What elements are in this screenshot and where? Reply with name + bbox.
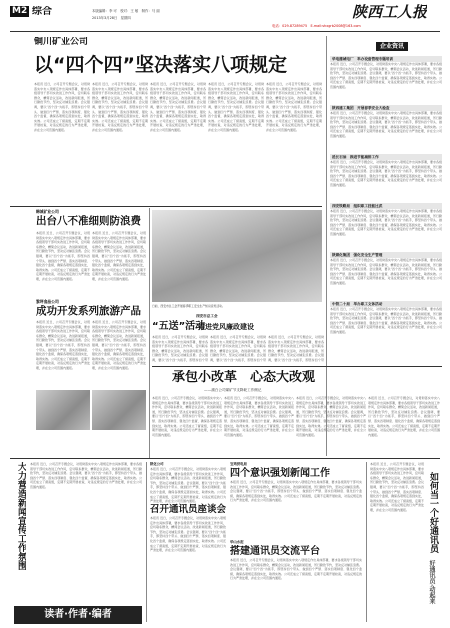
right-item — [330, 301, 442, 350]
right-item-title: 陕西建工集团 开展春季安全大检查 — [330, 105, 442, 111]
bottom-story-headline: 搭建通讯员交流平台 — [230, 546, 320, 557]
center-photo — [152, 210, 322, 302]
right-bottom-headline: 如何当一个好通讯员 — [428, 472, 438, 553]
left-top-body-1: 本报讯 近日，公司召开专题会议，对贯彻落实中央八项规定作出具体部署，要求各级领导干部切实改进工作作风，密切联系群众，精简会议活动，改进新闻报道，厉行勤俭节约，坚决反对铺张浪费。会议强调，要以“四个四”为抓手，即坚持四个带头、做到四个严禁、落实四项制度、强化四个监督，确保各项规定落到实处，取得实效。公司还成立了督查组，定期不定期开展检查，对违反规定的行为严肃处理，并在全公司范围内通报。 — [36, 231, 90, 281]
main-story-body-1: 本报讯 近日，公司召开专题会议，对贯彻落实中央八项规定作出具体部署，要求各级领导干部切实改进工作作风，密切联系群众，精简会议活动，改进新闻报道，厉行勤俭节约，坚决反对铺张浪费。会议强调，要以“四个四”为抓手，即坚持四个带头、做到四个严禁、落实四项制度、强化四个监督，确保各项规定落到实处，取得实效。公司还成立了督查组，定期不定期开展检查，对违反规定的行为严肃处理，并在全公司范围内通报。 — [152, 396, 222, 437]
section-name: 综合 — [32, 6, 52, 17]
center-item-body-1: 本报讯 近日，公司召开专题会议，对贯彻落实中央八项规定作出具体部署，要求各级领导干部切实改进工作作风，密切联系群众，精简会议活动，改进新闻报道，厉行勤俭节约，坚决反对铺张浪费。会议强调，要以“四个四”为抓手，即坚持四个带 — [152, 335, 208, 362]
lead-body-col-4: 本报讯 近日，公司召开专题会议，对贯彻落实中央八项规定作出具体部署，要求各级领导干部切实改进工作作风，密切联系群众，精简会议活动，改进新闻报道，厉行勤俭节约，坚决反对铺张浪费。会议强调，要以“四个四”为抓手，即坚持四个带头、做到四个严禁、落实四项制度、强化四个监督，确保各项规定落到实处，取得实效。公司还成立了督查组，定期不定期开展检查，对违反规定的行为严肃处理，并在全公司范围内通报。 — [208, 82, 264, 132]
center-item-body-2: 本报讯 近日，公司召开专题会议，对贯彻落实中央八项规定作出具体部署，要求各级领导干部切实改进工作作风，密切联系群众，精简会议活动，改进新闻报道，厉行勤俭节约，坚决反对铺张浪费。会议强调，要以“四个四”为抓手，即坚持四个带 — [210, 335, 266, 362]
bottom-story-body: 本报讯 近日，公司召开专题会议，对贯彻落实中央八项规定作出具体部署，要求各级领导干部切实改进工作作风，密切联系群众，精简会议活动，改进新闻报道，厉行勤俭节约，坚决反对铺张浪费。会议强调，要以“四个四”为抓手，即坚持四个带头、做到四个严禁、落实四项制度、强化四个监督，确保各项规定落到实处，取得实效。公司还成立了督查组，定期不定期开展检查，对违反规定的行为严肃处理，并在全公司范围内通报。 — [230, 480, 362, 503]
bottom-story-headline: 召开通讯员座谈会 — [150, 504, 226, 515]
right-item — [330, 252, 442, 301]
right-item-title: 西安铁路局 组织职工技能比武 — [330, 203, 442, 209]
main-story-body-2: 本报讯 近日，公司召开专题会议，对贯彻落实中央八项规定作出具体部署，要求各级领导干部切实改进工作作风，密切联系群众，精简会议活动，改进新闻报道，厉行勤俭节约，坚决反对铺张浪费。会议强调，要以“四个四”为抓手，即坚持四个带头、做到四个严禁、落实四项制度、强化四个监督，确保各项规定落到实处，取得实效。公司还成立了督查组，定期不定期开展检查，对违反规定的行为严肃处理，并在全公司范围内通报。 — [224, 396, 294, 437]
right-item-body: 本报讯 近日，公司召开专题会议，对贯彻落实中央八项规定作出具体部署，要求各级领导干部切实改进工作作风，密切联系群众，精简会议活动，改进新闻报道，厉行勤俭节约，坚决反对铺张浪费。会议强调，要以“四个四”为抓手，即坚持四个带头、做到四个严禁、落实四项制度、强化四个监督，确保各项规定落到实处，取得实效。公司还成立了督查组，定期不定期开展检查，对违反规定的行为严肃处理，并在全公司范围内通报。 — [330, 160, 442, 187]
right-item — [330, 154, 442, 203]
main-story-subheadline: ——蒲白公司煤矿节支降耗工作侧记 — [204, 388, 262, 392]
main-story-headline: 承包小改革 心态大改观 — [172, 370, 316, 385]
contact-line: 电话：029-87289475 E-mail:shxgrb2008@163.com — [272, 24, 361, 28]
bottom-story — [150, 462, 226, 622]
bottom-story — [230, 462, 362, 622]
main-story-body-4: 本报讯 近日，公司召开专题会议，对贯彻落实中央八项规定作出具体部署，要求各级领导干部切实改进工作作风，密切联系群众，精简会议活动，改进新闻报道，厉行勤俭节约，坚决反对铺张浪费。会议强调，要以“四个四”为抓手，即坚持四个带头、做到四个严禁、落实四项制度、强化四个监督，确保各项规定落到实处，取得实效。公司还成立了督查组，定期不定期开展检查，对违反规定的行为严肃处理，并在全公司范围内通报。 — [368, 396, 440, 437]
right-bottom-body: 本报讯 近日，公司召开专题会议，对贯彻落实中央八项规定作出具体部署，要求各级领导干部切实改进工作作风，密切联系群众，精简会议活动，改进新闻报道，厉行勤俭节约，坚决反对铺张浪费。会议强调，要以“四个四”为抓手，即坚持四个带头、做到四个严禁、落实四项制度、强化四个监督，确保各项规定落到实处，取得实效。公司还成立了督查组，定期不定期开展检查，对违反规定的行为严肃处理，并在全公司范围内通报。 — [370, 462, 424, 512]
center-column-divider — [149, 208, 150, 458]
left-photo-2 — [92, 390, 146, 430]
bottom-divider-1 — [146, 462, 147, 622]
right-item-body: 本报讯 近日，公司召开专题会议，对贯彻落实中央八项规定作出具体部署，要求各级领导干部切实改进工作作风，密切联系群众，精简会议活动，改进新闻报道，厉行勤俭节约，坚决反对铺张浪费。会议强调，要以“四个四”为抓手，即坚持四个带头、做到四个严禁、落实四项制度、强化四个监督，确保各项规定落到实处，取得实效。公司还成立了督查组，定期不定期开展检查，对违反规定的行为严肃处理，并在全公司范围内通报。 — [330, 209, 442, 236]
right-item-title: 中铁二十局 举办职工文体活动 — [330, 301, 442, 307]
right-item — [330, 105, 442, 154]
center-item-subheadline: 推进党风廉政建设 — [198, 323, 254, 331]
right-column-header: 企业资讯 — [376, 42, 408, 51]
left-photo-1 — [36, 390, 90, 430]
right-item-body: 本报讯 近日，公司召开专题会议，对贯彻落实中央八项规定作出具体部署，要求各级领导干部切实改进工作作风，密切联系群众，精简会议活动，改进新闻报道，厉行勤俭节约，坚决反对铺张浪费。会议强调，要以“四个四”为抓手，即坚持四个带头、做到四个严禁、落实四项制度、强化四个监督，确保各项规定落到实处，取得实效。公司还成立了督查组，定期不定期开展检查，对违反规定的行为严肃处理，并在全公司范围内通报。 — [330, 62, 442, 89]
page-number: M2 — [12, 6, 28, 16]
bottom-left-headline: 大力营造新闻宣传工作氛围 — [16, 462, 26, 570]
bottom-story-body: 本报讯 近日，公司召开专题会议，对贯彻落实中央八项规定作出具体部署，要求各级领导干部切实改进工作作风，密切联系群众，精简会议活动，改进新闻报道，厉行勤俭节约，坚决反对铺张浪费。会议强调，要以“四个四”为抓手，即坚持四个带头、做到四个严禁、落实四项制度、强化四个监督，确保各项规定落到实处，取得实效。公司还成立了督查组，定期不定期开展检查，对违反规定的行为严肃处理，并在全公司范围内通报。 — [150, 467, 226, 503]
lead-body-col-3: 本报讯 近日，公司召开专题会议，对贯彻落实中央八项规定作出具体部署，要求各级领导干部切实改进工作作风，密切联系群众，精简会议活动，改进新闻报道，厉行勤俭节约，坚决反对铺张浪费。会议强调，要以“四个四”为抓手，即坚持四个带头、做到四个严禁、落实四项制度、强化四个监督，确保各项规定落到实处，取得实效。公司还成立了督查组，定期不定期开展检查，对违反规定的行为严肃处理，并在全公司范围内通报。 — [150, 82, 206, 132]
left-top-rule — [10, 206, 322, 207]
bottom-divider-2 — [366, 462, 367, 622]
reader-section-title: 读者·作者·编者 — [44, 609, 112, 620]
left-mid-kicker: 黎坪食品公司 — [36, 299, 59, 304]
lead-headline: 以“四个四”坚决落实八项规定 — [34, 54, 287, 76]
right-column-divider — [326, 36, 327, 456]
bottom-story-body: 本报讯 近日，公司召开专题会议，对贯彻落实中央八项规定作出具体部署，要求各级领导干部切实改进工作作风，密切联系群众，精简会议活动，改进新闻报道，厉行勤俭节约，坚决反对铺张浪费。会议强调，要以“四个四”为抓手，即坚持四个带头、做到四个严禁、落实四项制度、强化四个监督，确保各项规定落到实处，取得实效。公司还成立了督查组，定期不定期开展检查，对违反规定的行为严肃处理，并在全公司范围内通报。 — [230, 558, 362, 581]
left-top-headline: 出台八不准细则防浪费 — [36, 215, 141, 227]
bottom-story-kicker: 陕化公司 — [150, 462, 164, 466]
right-item — [330, 203, 442, 252]
bottom-section-rule — [10, 458, 440, 459]
bottom-story-kicker: 华山水泥 — [230, 540, 244, 544]
left-mid-body-1: 本报讯 近日，公司召开专题会议，对贯彻落实中央八项规定作出具体部署，要求各级领导干部切实改进工作作风，密切联系群众，精简会议活动，改进新闻报道，厉行勤俭节约，坚决反对铺张浪费。会议强调，要以“四个四”为抓手，即坚持四个带头、做到四个严禁、落实四项制度、强化四个监督，确保各项规定落到实处，取得实效。公司还成立了督查组，定期不定期开展检查，对违反规定的行为严肃处理，并在全公司范围内通报。 — [36, 320, 90, 370]
masthead — [10, 4, 440, 30]
lead-body-col-5: 本报讯 近日，公司召开专题会议，对贯彻落实中央八项规定作出具体部署，要求各级领导干部切实改进工作作风，密切联系群众，精简会议活动，改进新闻报道，厉行勤俭节约，坚决反对铺张浪费。会议强调，要以“四个四”为抓手，即坚持四个带头、做到四个严禁、落实四项制度、强化四个监督，确保各项规定落到实处，取得实效。公司还成立了督查组，定期不定期开展检查，对违反规定的行为严肃处理，并在全公司范围内通报。 — [266, 82, 322, 132]
bottom-story-body: 本报讯 近日，公司召开专题会议，对贯彻落实中央八项规定作出具体部署，要求各级领导干部切实改进工作作风，密切联系群众，精简会议活动，改进新闻报道，厉行勤俭节约，坚决反对铺张浪费。会议强调，要以“四个四”为抓手，即坚持四个带头、做到四个严禁、落实四项制度、强化四个监督，确保各项规定落到实处，取得实效。公司还成立了督查组，定期不定期开展检查，对违反规定的行为严肃处理，并在全公司范围内通报。 — [150, 516, 226, 553]
bottom-left-body: 本报讯 近日，公司召开专题会议，对贯彻落实中央八项规定作出具体部署，要求各级领导干部切实改进工作作风，密切联系群众，精简会议活动，改进新闻报道，厉行勤俭节约，坚决反对铺张浪费。会议强调，要以“四个四”为抓手，即坚持四个带头、做到四个严禁、落实四项制度、强化四个监督，确保各项规定落到实处，取得实效。公司还成立了督查组，定期不定期开展检查，对违反规定的行为严肃处理，并在全公司范围内通报。 — [30, 462, 142, 489]
right-item — [330, 56, 442, 105]
left-top-body-2: 本报讯 近日，公司召开专题会议，对贯彻落实中央八项规定作出具体部署，要求各级领导干部切实改进工作作风，密切联系群众，精简会议活动，改进新闻报道，厉行勤俭节约，坚决反对铺张浪费。会议强调，要以“四个四”为抓手，即坚持四个带头、做到四个严禁、落实四项制度、强化四个监督，确保各项规定落到实处，取得实效。公司还成立了督查组，定期不定期开展检查，对违反规定的行为严肃处理，并在全公司范围内通报。 — [92, 231, 146, 281]
right-item-body: 本报讯 近日，公司召开专题会议，对贯彻落实中央八项规定作出具体部署，要求各级领导干部切实改进工作作风，密切联系群众，精简会议活动，改进新闻报道，厉行勤俭节约，坚决反对铺张浪费。会议强调，要以“四个四”为抓手，即坚持四个带头、做到四个严禁、落实四项制度、强化四个监督，确保各项规定落到实处，取得实效。公司还成立了督查组，定期不定期开展检查，对违反规定的行为严肃处理，并在全公司范围内通报。 — [330, 111, 442, 138]
center-item-headline: “五送”活动 — [152, 321, 206, 332]
right-item-title: 华电蒲城电厂 举办设备管理专题培训 — [330, 56, 442, 62]
left-top-kicker: 韩城矿业公司 — [36, 209, 59, 214]
bottom-story-headline: 四个意识强划新闻工作 — [230, 468, 330, 479]
bottom-story-kicker: 宝鸡供电局 — [230, 462, 247, 466]
masthead-rule — [10, 31, 440, 32]
left-mid-body-2: 本报讯 近日，公司召开专题会议，对贯彻落实中央八项规定作出具体部署，要求各级领导干部切实改进工作作风，密切联系群众，精简会议活动，改进新闻报道，厉行勤俭节约，坚决反对铺张浪费。会议强调，要以“四个四”为抓手，即坚持四个带头、做到四个严禁、落实四项制度、强化四个监督，确保各项规定落到实处，取得实效。公司还成立了督查组，定期不定期开展检查，对违反规定的行为严肃处理，并在全公司范围内通报。 — [92, 320, 146, 370]
main-story-rule — [152, 366, 442, 367]
lead-body-col-2: 本报讯 近日，公司召开专题会议，对贯彻落实中央八项规定作出具体部署，要求各级领导干部切实改进工作作风，密切联系群众，精简会议活动，改进新闻报道，厉行勤俭节约，坚决反对铺张浪费。会议强调，要以“四个四”为抓手，即坚持四个带头、做到四个严禁、落实四项制度、强化四个监督，确保各项规定落到实处，取得实效。公司还成立了督查组，定期不定期开展检查，对违反规定的行为严肃处理，并在全公司范围内通报。 — [92, 82, 148, 132]
center-item-kicker: 西安市总工会 — [196, 314, 218, 318]
lead-kicker: 铜川矿业公司 — [34, 37, 89, 47]
main-story-body-3: 本报讯 近日，公司召开专题会议，对贯彻落实中央八项规定作出具体部署，要求各级领导干部切实改进工作作风，密切联系群众，精简会议活动，改进新闻报道，厉行勤俭节约，坚决反对铺张浪费。会议强调，要以“四个四”为抓手，即坚持四个带头、做到四个严禁、落实四项制度、强化四个监督，确保各项规定落到实处，取得实效。公司还成立了督查组，定期不定期开展检查，对违反规定的行为严肃处理，并在全公司范围内通报。 — [296, 396, 366, 437]
right-item-body: 本报讯 近日，公司召开专题会议，对贯彻落实中央八项规定作出具体部署，要求各级领导干部切实改进工作作风，密切联系群众，精简会议活动，改进新闻报道，厉行勤俭节约，坚决反对铺张浪费。会议强调，要以“四个四”为抓手，即坚持四个带头、做到四个严禁、落实四项制度、强化四个监督，确保各项规定落到实处，取得实效。公司还成立了督查组，定期不定期开展检查，对违反规定的行为严肃处理，并在全公司范围内通报。 — [330, 307, 442, 334]
right-column-items — [330, 56, 442, 366]
right-item-title: 陕煤化集团 强化安全生产管理 — [330, 252, 442, 258]
reader-section-banner — [14, 606, 142, 624]
editor-meta: 本版编辑：李 可 校对：王 敏 制作：马 丽 — [92, 9, 160, 13]
right-item-body: 本报讯 近日，公司召开专题会议，对贯彻落实中央八项规定作出具体部署，要求各级领导干部切实改进工作作风，密切联系群众，精简会议活动，改进新闻报道，厉行勤俭节约，坚决反对铺张浪费。会议强调，要以“四个四”为抓手，即坚持四个带头、做到四个严禁、落实四项制度、强化四个监督，确保各项规定落到实处，取得实效。公司还成立了督查组，定期不定期开展检查，对违反规定的行为严肃处理，并在全公司范围内通报。 — [330, 258, 442, 285]
lead-body-col-1: 本报讯 近日，公司召开专题会议，对贯彻落实中央八项规定作出具体部署，要求各级领导干部切实改进工作作风，密切联系群众，精简会议活动，改进新闻报道，厉行勤俭节约，坚决反对铺张浪费。会议强调，要以“四个四”为抓手，即坚持四个带头、做到四个严禁、落实四项制度、强化四个监督，确保各项规定落到实处，取得实效。公司还成立了督查组，定期不定期开展检查，对违反规定的行为严肃处理，并在全公司范围内通报。 — [34, 82, 90, 132]
center-photo-caption: 日前，西安市总工会开展春季职工安全生产知识宣传活动。 — [152, 304, 225, 308]
center-item-body-3: 本报讯 近日，公司召开专题会议，对贯彻落实中央八项规定作出具体部署，要求各级领导干部切实改进工作作风，密切联系群众，精简会议活动，改进新闻报道，厉行勤俭节约，坚决反对铺张浪费。会议强调，要以“四个四”为抓手，即坚持四个带 — [268, 335, 324, 362]
left-mid-headline: 成功开发系列旅游产品 — [36, 305, 141, 317]
right-item-title: 延长石油 推进节能减排工作 — [330, 154, 442, 160]
right-bottom-subheadline: 好通讯员·动起来 — [428, 560, 435, 605]
issue-date: 2013年3月28日 星期四 — [92, 16, 131, 20]
newspaper-logo: 陕西工人报 — [352, 4, 428, 20]
